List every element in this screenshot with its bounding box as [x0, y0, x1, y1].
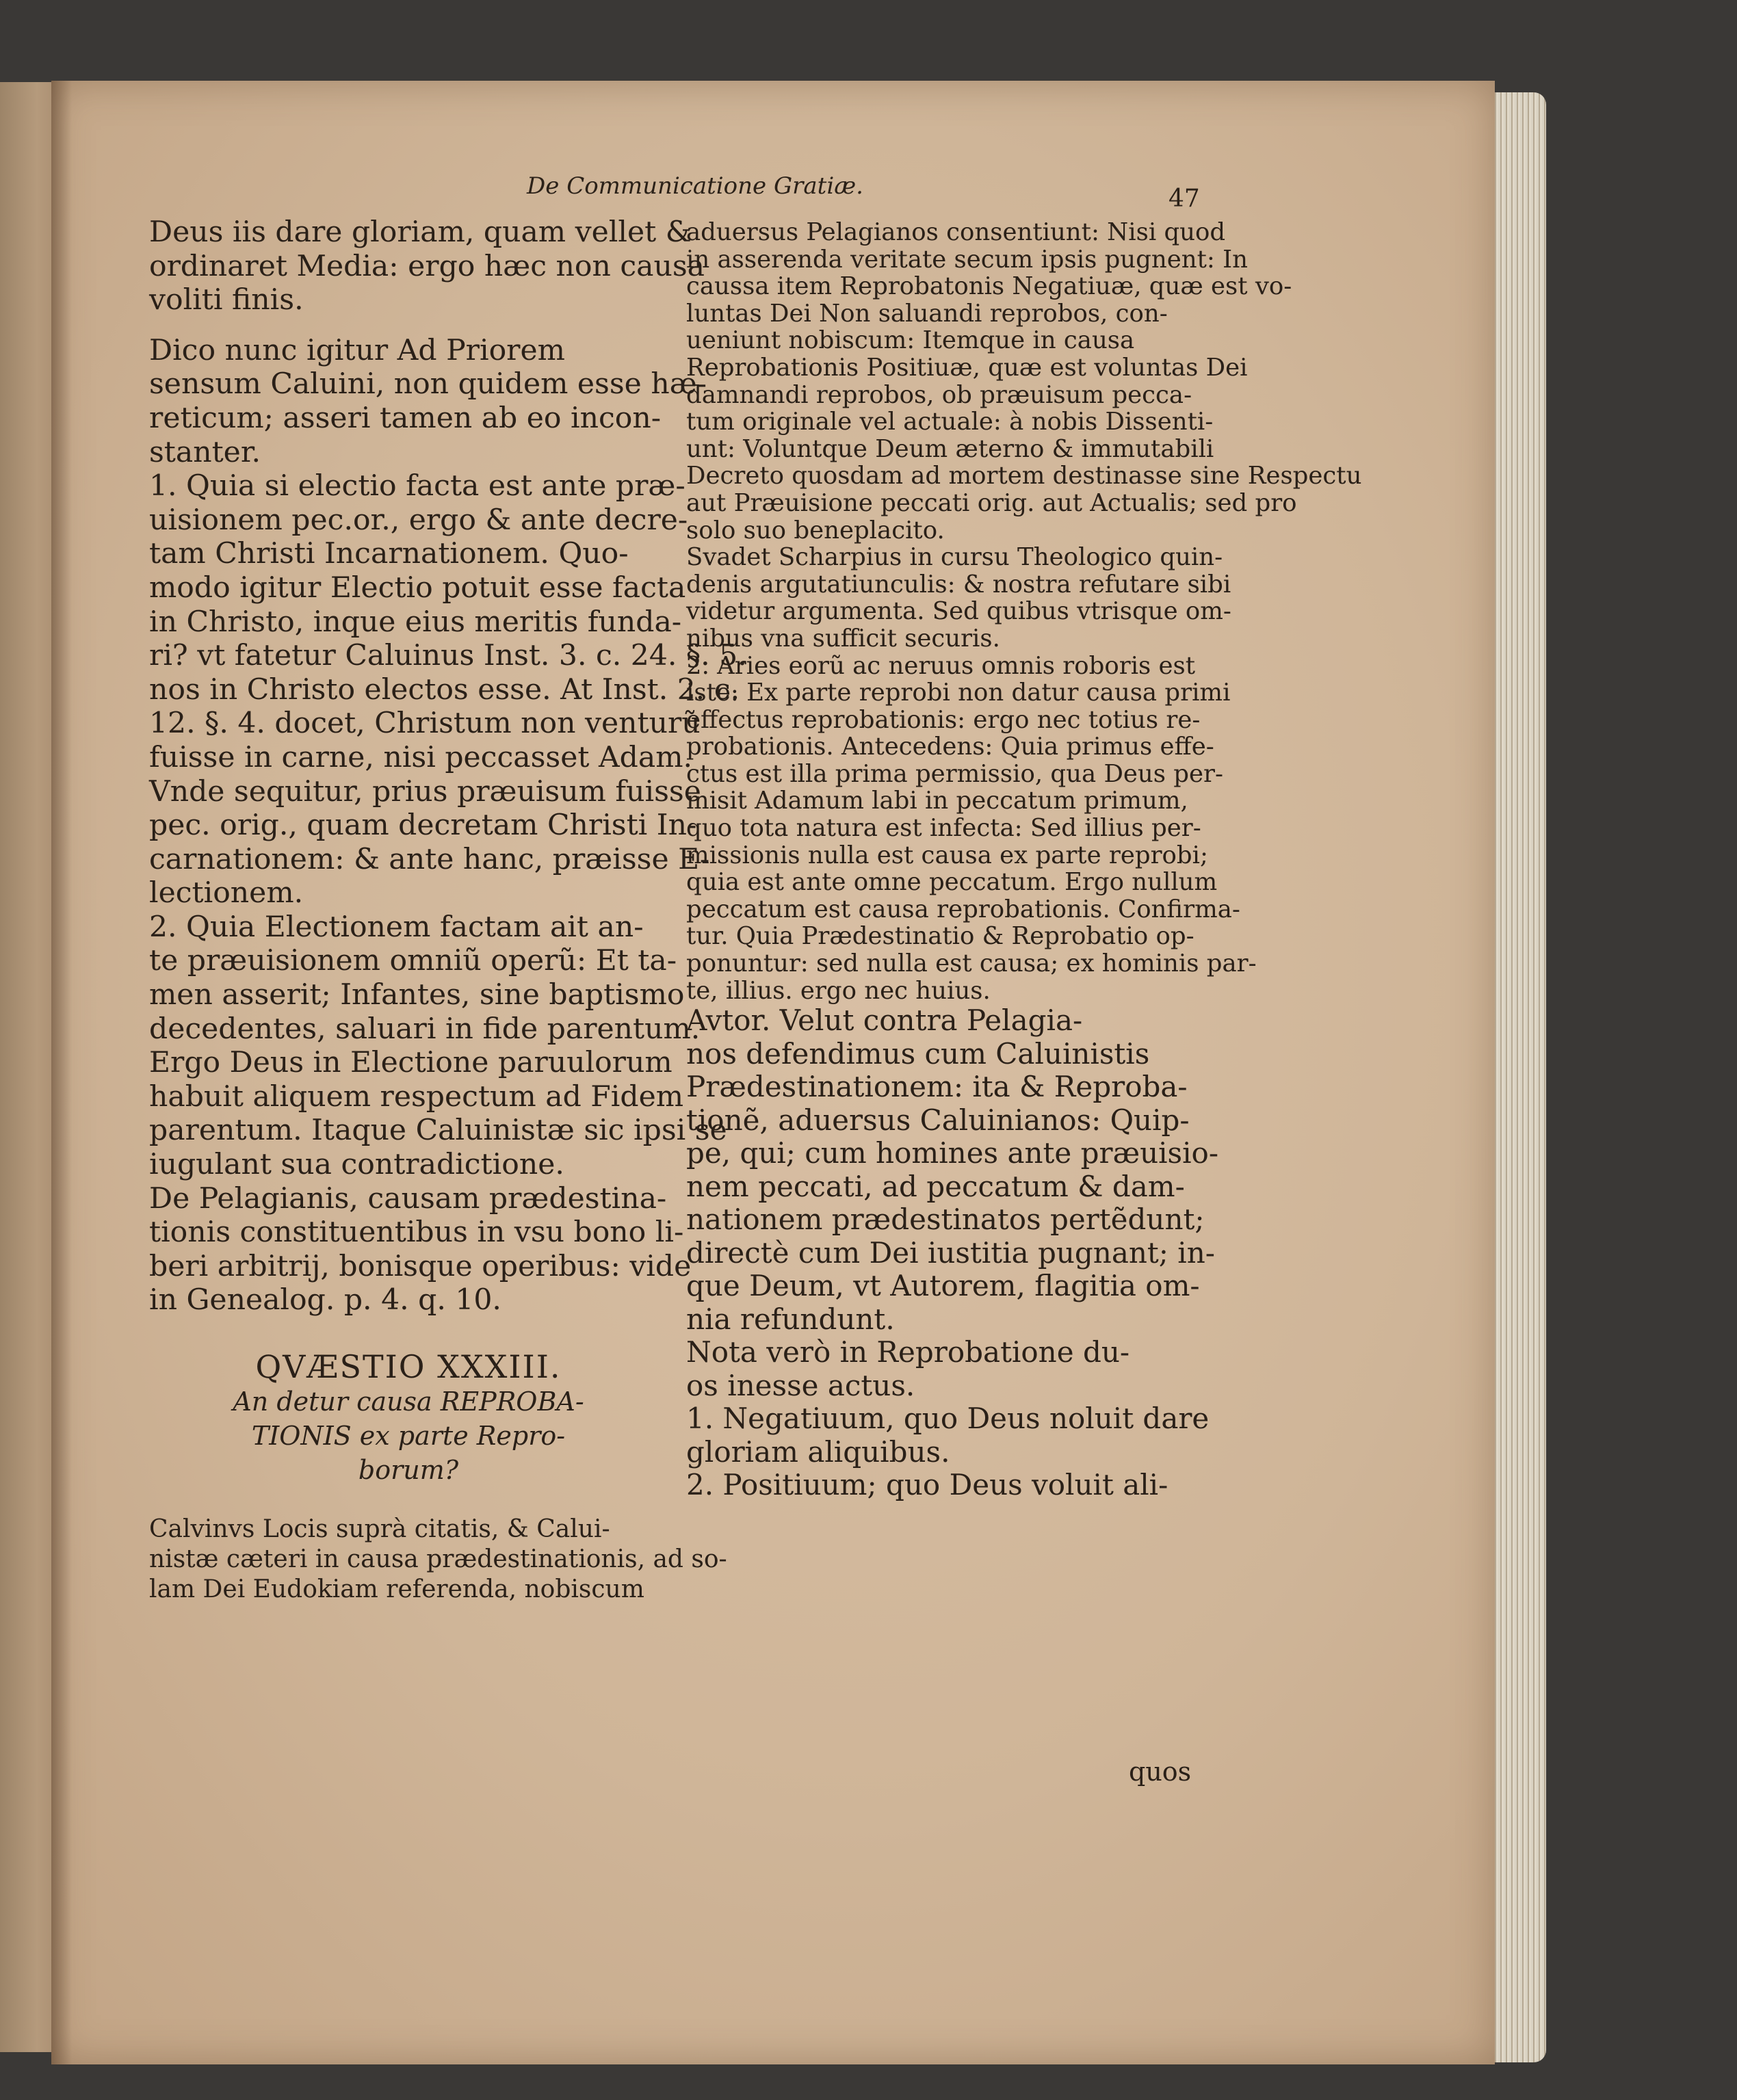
- text-line: parentum. Itaque Caluinistæ sic ipsi se: [149, 1114, 727, 1148]
- text-line: nationem prædestinatos pertẽdunt;: [686, 1203, 1205, 1237]
- text-line: ponuntur: sed nulla est causa; ex hominis par-: [686, 949, 1257, 978]
- text-line: sensum Caluini, non quidem esse hæ-: [149, 367, 707, 402]
- text-line: misit Adamum labi in peccatum primum,: [686, 787, 1188, 815]
- question-subheading: TIONIS ex parte Repro-: [251, 1420, 566, 1451]
- text-line: que Deum, vt Autorem, flagitia om-: [686, 1269, 1200, 1303]
- left-column: [149, 215, 747, 1605]
- text-line: Svadet Scharpius in cursu Theologico quin-: [686, 543, 1223, 572]
- text-line: peccatum est causa reprobationis. Confirma-: [686, 895, 1240, 923]
- text-line: Avtor. Velut contra Pelagia-: [686, 1003, 1083, 1038]
- text-line: tam Christi Incarnationem. Quo-: [149, 537, 629, 571]
- text-line: Calvinvs Locis suprà citatis, & Calui-: [149, 1514, 610, 1543]
- text-line: beri arbitrij, bonisque operibus: vide: [149, 1249, 692, 1283]
- text-line: aduersus Pelagianos consentiunt: Nisi quod: [686, 218, 1226, 246]
- page-number: 47: [1168, 185, 1200, 213]
- text-line: Ergo Deus in Electione paruulorum: [149, 1046, 672, 1080]
- text-line: iugulant sua contradictione.: [149, 1148, 564, 1182]
- text-line: denis argutatiunculis: & nostra refutare sibi: [686, 570, 1231, 599]
- text-line: Reprobationis Positiuæ, quæ est voluntas Dei: [686, 353, 1248, 382]
- text-line: nem peccati, ad peccatum & dam-: [686, 1169, 1185, 1203]
- text-line: Vnde sequitur, prius præuisum fuisse: [149, 774, 701, 809]
- text-line: nos defendimus cum Caluinistis: [686, 1036, 1150, 1071]
- text-line: nos in Christo electos esse. At Inst. 2. c.: [149, 672, 740, 707]
- text-line: caussa item Reprobatonis Negatiuæ, quæ est vo-: [686, 272, 1292, 301]
- text-line: Decreto quosdam ad mortem destinasse sine Respectu: [686, 462, 1362, 490]
- text-line: quia est ante omne peccatum. Ergo nullum: [686, 868, 1218, 897]
- text-line: carnationem: & ante hanc, præisse E-: [149, 842, 710, 876]
- text-line: in asserenda veritate secum ipsis pugnent: In: [686, 245, 1249, 274]
- text-line: Prædestinationem: ita & Reproba-: [686, 1070, 1188, 1104]
- text-line: ordinaret Media: ergo hæc non causa: [149, 249, 705, 283]
- running-head: De Communicatione Gratiæ.: [527, 172, 863, 200]
- text-line: in Genealog. p. 4. q. 10.: [149, 1283, 501, 1317]
- text-line: missionis nulla est causa ex parte reprobi;: [686, 841, 1208, 869]
- text-line: De Pelagianis, causam prædestina-: [149, 1181, 667, 1216]
- question-subheading: borum?: [358, 1454, 459, 1485]
- text-line: fuisse in carne, nisi peccasset Adam.: [149, 740, 693, 774]
- text-line: te, illius. ergo nec huius.: [686, 976, 991, 1005]
- text-line: decedentes, saluari in fide parentum.: [149, 1012, 701, 1046]
- text-line: 2. Aries eorũ ac neruus omnis roboris est: [686, 651, 1196, 680]
- text-line: luntas Dei Non saluandi reprobos, con-: [686, 299, 1168, 328]
- text-line: reticum; asseri tamen ab eo incon-: [149, 401, 662, 435]
- text-line: uisionem pec.or., ergo & ante decre-: [149, 503, 688, 537]
- question-heading: QVÆSTIO XXXIII.: [255, 1348, 562, 1385]
- text-line: lectionem.: [149, 876, 304, 910]
- text-line: modo igitur Electio potuit esse facta: [149, 570, 686, 605]
- text-line: tur. Quia Prædestinatio & Reprobatio op-: [686, 922, 1194, 951]
- text-line: videtur argumenta. Sed quibus vtrisque om-: [686, 597, 1231, 626]
- right-column: [686, 218, 1362, 1502]
- text-line: quo tota natura est infecta: Sed illius per-: [686, 814, 1201, 843]
- text-line: effectus reprobationis: ergo nec totius re-: [686, 705, 1201, 734]
- text-line: Nota verò in Reprobatione du-: [686, 1335, 1130, 1369]
- text-line: ctus est illa prima permissio, qua Deus per-: [686, 759, 1223, 788]
- text-line: pe, qui; cum homines ante præuisio-: [686, 1136, 1219, 1170]
- text-line: ri? vt fatetur Caluinus Inst. 3. c. 24. §. 5.: [149, 639, 747, 673]
- text-line: iste: Ex parte reprobi non datur causa primi: [686, 679, 1231, 707]
- text-line: pec. orig., quam decretam Christi In-: [149, 809, 697, 843]
- text-line: 1. Negatiuum, quo Deus noluit dare: [686, 1402, 1210, 1436]
- text-line: 12. §. 4. docet, Christum non venturũ: [149, 707, 701, 741]
- text-line: nistæ cæteri in causa prædestinationis, ad so-: [149, 1545, 727, 1573]
- text-line: in Christo, inque eius meritis funda-: [149, 605, 682, 639]
- text-line: men asserit; Infantes, sine baptismo: [149, 978, 685, 1012]
- text-line: nibus vna sufficit securis.: [686, 624, 1000, 653]
- text-line: stanter.: [149, 435, 261, 469]
- text-line: os inesse actus.: [686, 1368, 915, 1402]
- paragraph-gap: [149, 1487, 668, 1514]
- text-line: nia refundunt.: [686, 1302, 895, 1336]
- text-line: te præuisionem omniũ operũ: Et ta-: [149, 944, 677, 978]
- text-line: 2. Quia Electionem factam ait an-: [149, 910, 644, 944]
- text-line: ueniunt nobiscum: Itemque in causa: [686, 326, 1135, 355]
- text-line: Deus iis dare gloriam, quam vellet &: [149, 215, 692, 249]
- text-line: tum originale vel actuale: à nobis Dissenti-: [686, 408, 1214, 436]
- text-line: directè cum Dei iustitia pugnant; in-: [686, 1235, 1215, 1270]
- catchword: quos: [1129, 1757, 1192, 1787]
- text-line: tionis constituentibus in vsu bono li-: [149, 1216, 684, 1250]
- gutter-shadow: [51, 81, 72, 2064]
- text-line: lam Dei Eudokiam referenda, nobiscum: [149, 1575, 644, 1603]
- text-line: tionẽ, aduersus Caluinianos: Quip-: [686, 1103, 1190, 1137]
- paragraph-gap: [149, 317, 668, 334]
- text-line: probationis. Antecedens: Quia primus effe-: [686, 733, 1214, 761]
- text-line: habuit aliquem respectum ad Fidem: [149, 1079, 684, 1114]
- text-line: voliti finis.: [149, 283, 304, 317]
- question-subheading: An detur causa REPROBA-: [233, 1386, 584, 1417]
- text-line: 2. Positiuum; quo Deus voluit ali-: [686, 1468, 1168, 1502]
- text-line: aut Præuisione peccati orig. aut Actualis; sed pro: [686, 488, 1297, 517]
- text-line: Dico nunc igitur Ad Priorem: [149, 333, 565, 367]
- text-line: 1. Quia si electio facta est ante præ-: [149, 469, 685, 503]
- text-line: damnandi reprobos, ob præuisum pecca-: [686, 380, 1192, 409]
- text-line: gloriam aliquibus.: [686, 1434, 950, 1469]
- text-line: unt: Voluntque Deum æterno & immutabili: [686, 434, 1214, 463]
- text-line: solo suo beneplacito.: [686, 516, 945, 544]
